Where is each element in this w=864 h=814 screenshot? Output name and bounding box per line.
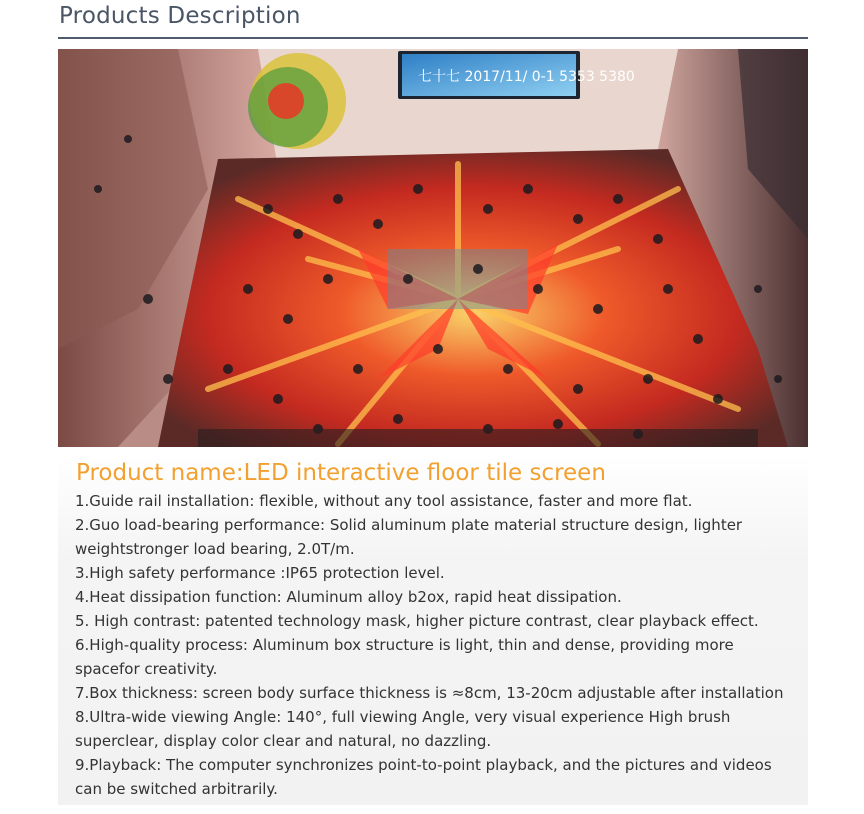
feature-item: 3.High safety performance :IP65 protection level.	[75, 564, 445, 582]
feature-list	[75, 489, 795, 801]
product-name: Product name:LED interactive floor tile screen	[76, 460, 606, 486]
section-title: Products Description	[59, 3, 301, 29]
feature-item: 2.Guo load-bearing performance: Solid aluminum plate material structure design, lighter weightstronger load bearing, 2.0T/m.	[75, 516, 743, 558]
feature-item: 1.Guide rail installation: flexible, without any tool assistance, faster and more flat.	[75, 492, 693, 510]
feature-item: 6.High-quality process: Aluminum box structure is light, thin and dense, providing more spacefor creativity.	[75, 636, 734, 678]
feature-item: 4.Heat dissipation function: Aluminum alloy b2ox, rapid heat dissipation.	[75, 588, 622, 606]
feature-item: 5. High contrast: patented technology mask, higher picture contrast, clear playback effect.	[75, 612, 759, 630]
title-divider	[58, 37, 808, 39]
feature-item: 8.Ultra-wide viewing Angle: 140°, full viewing Angle, very visual experience High brush superclear, display color clear and natural, no dazzling.	[75, 708, 731, 750]
product-photo	[58, 49, 808, 447]
feature-item: 7.Box thickness: screen body surface thickness is ≈8cm, 13-20cm adjustable after installation	[75, 684, 784, 702]
screen-caption: 七十七 2017/11/ 0-1 5353 5380	[418, 69, 635, 85]
feature-item: 9.Playback: The computer synchronizes point-to-point playback, and the pictures and videos can be switched arbitrarily.	[75, 756, 772, 798]
